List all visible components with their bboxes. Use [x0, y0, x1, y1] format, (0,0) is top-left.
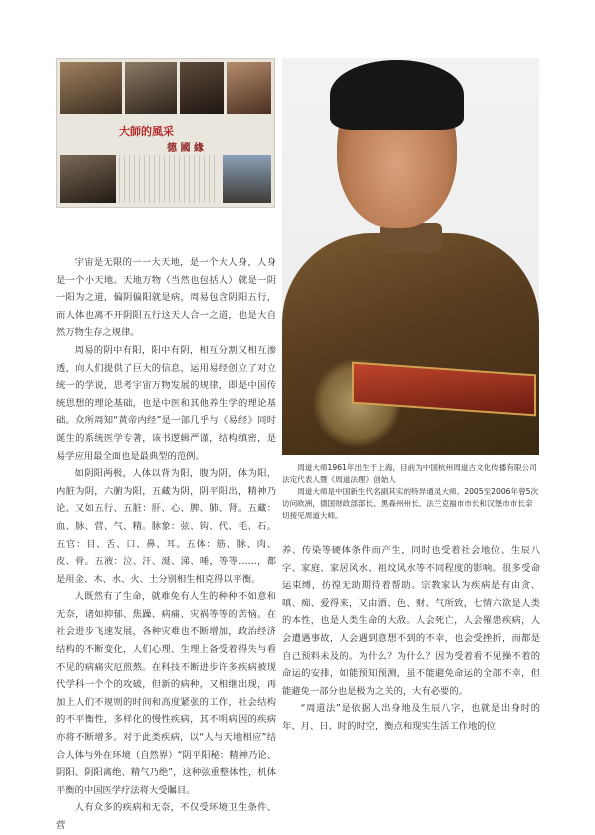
right-article-column: [282, 542, 540, 736]
clipping-headline: 大師的風采: [119, 125, 174, 138]
clipping-photo: [60, 62, 122, 114]
clipping-subhead: 德 國 緣: [167, 143, 204, 154]
paragraph: 人既然有了生命，就难免有人生的种种不如意和无奈，诸如抑郁、焦躁、病痛、灾祸等等的苦恼。在社会进步飞速发展，各种灾难也不断增加，政治经济结构的不断变化，人们心理、生理上备受着得失与看不见的病痛灾厄煎熬。在科技不断进步许多疾病被现代学科一个个的攻破，但新的病种，又相继出现，再加上人们不规则的时间和高度紧张的工作，社会结构的不平衡性，多样化的慢性疾病，其不明病因的疾病亦将不断增多。对于此类疾病，以“人与天地相应”结合人体与外在环境（自然界）“阴平阳秘：精神乃论、阴阳、阴阳离绝、精气乃绝”，这种弦重整体性，机体平衡的中国医学疗法将大受瞩目。: [56, 591, 276, 796]
paragraph: 宇宙是无限的一一大天地，是一个大人身，人身是一个小天地。天地万物（当然也包括人）就是一阴一阳为之道，偏阴偏阳就是病，周易包含阴阳五行，而人体也离不开阴阳五行这天人合一之道，也是大自然万物生存之规律。: [56, 257, 276, 339]
paragraph: 人有众多的疾病和无奈，不仅受环境卫生条件、营: [56, 802, 276, 831]
newspaper-clipping-collage: [56, 58, 275, 208]
caption-line: 周道大师1961年出生于上海，目前为中国杭州周道古文化传播有限公司法定代表人暨《周道法理》创始人: [282, 463, 537, 484]
clipping-photo: [125, 62, 177, 114]
portrait-hair: [330, 60, 464, 130]
clipping-photo: [227, 62, 271, 114]
paragraph: 养、传染等硬体条件而产生，同时也受着社会地位、生辰八字、家庭、家居风水、祖坟风水等不同程度的影响。很多受命运束缚，彷徨无助期待着帮助。宗教家认为疾病是有由贪、嗔、痴、爱得来，又由酒、色、财、气所致，七情六欲是人类的本性，也是人类生命的大敌。人会死亡，人会罹患疾病，人会遭遇事故，人会遇到意想不到的不幸，也会受挫折，而都是自己预料未及的。为什么？为什么？因为受着看不见操不着的命运的安排，如能预知预测，虽不能避免命运的全部不幸，但能避免一部分也是极为之关的，大有必要的。: [282, 545, 540, 697]
caption-line: 周道大师是中国新生代名副其实的特异通灵大师。2005至2006年曾5次访问欧洲，德国财政部部长、黑森州州长、法兰克福市市长和汉堡市市长亲切接见周道大师。: [282, 487, 539, 520]
paragraph: 周易的阴中有阳，阳中有阴，相互分割又相互渗透，向人们提供了巨大的信息，运用易经创立了对立统一的学说，思考宇宙万物发展的规律，即是中国传统思想的理论基础，也是中医和其他养生学的理论基础。众所周知“黄帝内经”是一部几乎与《易经》同时诞生的系统医学专著，该书逻辑严谨，结构缜密，是易学应用最全面也是最典型的范例。: [56, 344, 276, 462]
brandenburg-gate-photo: [223, 155, 271, 203]
clipping-photo: [180, 62, 224, 114]
clipping-body-text: [119, 155, 219, 203]
master-portrait-photo: [282, 58, 539, 455]
clipping-photo: [60, 155, 116, 203]
paragraph: 如阴阳两极，人体以背为阳，腹为阴，体为阳，内脏为阴，六腑为阳，五藏为阴，阴平阳出，精神乃论。又如五行、五脏：肝、心、脾、肺、肾。五藏：血、脉、营、气、精。脉象：弦、钩、代、毛、石。五官：目、舌、口、鼻、耳。五体：筋、脉、肉、皮、骨。五液：泣、汗、涎、涕、唾，等等……，都是用金、木、水、火、土分别相生相克得以平衡。: [56, 468, 276, 585]
paragraph: “周道法”是依据人出身地及生辰八字，也就是出身时的年、月、日、时的时空，衡点和现实生活工作地的位: [282, 703, 540, 732]
photo-caption: [282, 462, 539, 522]
left-article-column: [56, 254, 276, 835]
